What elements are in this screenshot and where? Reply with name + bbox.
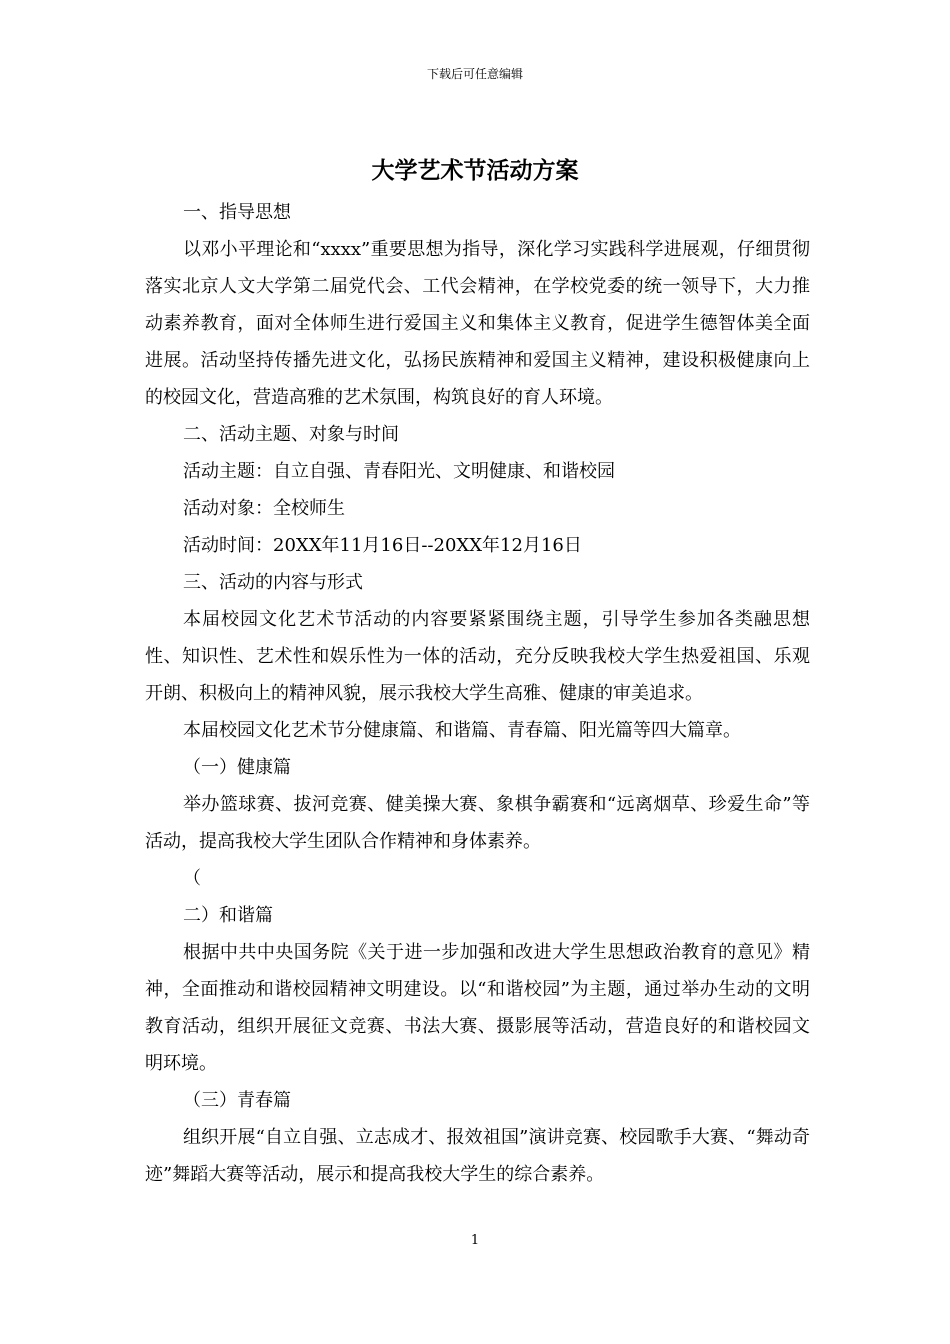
subheading-health: （一）健康篇 bbox=[183, 757, 291, 778]
page-header-note: 下载后可任意编辑 bbox=[426, 67, 523, 81]
paragraph-activity-theme: 活动主题：自立自强、青春阳光、文明健康、和谐校园 bbox=[183, 461, 615, 482]
section-heading-guiding-ideology: 一、指导思想 bbox=[183, 202, 291, 223]
subheading-harmony: 二）和谐篇 bbox=[183, 905, 273, 926]
paragraph-harmony: 根据中共中央国务院《关于进一步加强和改进大学生思想政治教育的意见》精神，全面推动和谐校园精神文明建设。以“和谐校园”为主题，通过举办生动的文明教育活动，组织开展征文竞赛、书法大赛、摄影展等活动，营造良好的和谐校园文明环境。 bbox=[145, 942, 810, 1074]
paragraph-guiding-ideology: 以邓小平理论和“xxxx”重要思想为指导，深化学习实践科学进展观，仔细贯彻落实北京人文大学第二届党代会、工代会精神，在学校党委的统一领导下，大力推动素养教育，面对全体师生进行爱国主义和集体主义教育，促进学生德智体美全面进展。活动坚持传播先进文化，弘扬民族精神和爱国主义精神，建设积极健康向上的校园文化，营造高雅的艺术氛围，构筑良好的育人环境。 bbox=[145, 239, 810, 408]
document-title: 大学艺术节活动方案 bbox=[371, 157, 579, 184]
paragraph-health: 举办篮球赛、拔河竞赛、健美操大赛、象棋争霸赛和“远离烟草、珍爱生命”等活动，提高我校大学生团队合作精神和身体素养。 bbox=[145, 794, 810, 852]
paragraph-four-chapters: 本届校园文化艺术节分健康篇、和谐篇、青春篇、阳光篇等四大篇章。 bbox=[183, 720, 741, 741]
paragraph-content-intro: 本届校园文化艺术节活动的内容要紧紧围绕主题，引导学生参加各类融思想性、知识性、艺术性和娱乐性为一体的活动，充分反映我校大学生热爱祖国、乐观开朗、积极向上的精神风貌，展示我校大学生高雅、健康的审美追求。 bbox=[145, 609, 810, 704]
page-number: 1 bbox=[470, 1233, 480, 1248]
subheading-harmony-bracket: （ bbox=[183, 868, 201, 889]
paragraph-activity-time: 活动时间：20XX年11月16日--20XX年12月16日 bbox=[183, 535, 582, 556]
subheading-youth: （三）青春篇 bbox=[183, 1090, 291, 1111]
section-heading-content-form: 三、活动的内容与形式 bbox=[183, 572, 363, 593]
section-heading-theme-audience-time: 二、活动主题、对象与时间 bbox=[183, 424, 399, 445]
paragraph-activity-audience: 活动对象：全校师生 bbox=[183, 498, 345, 519]
paragraph-youth: 组织开展“自立自强、立志成才、报效祖国”演讲竞赛、校园歌手大赛、“舞动奇迹”舞蹈大赛等活动，展示和提高我校大学生的综合素养。 bbox=[145, 1127, 810, 1185]
document-body bbox=[145, 194, 810, 1193]
